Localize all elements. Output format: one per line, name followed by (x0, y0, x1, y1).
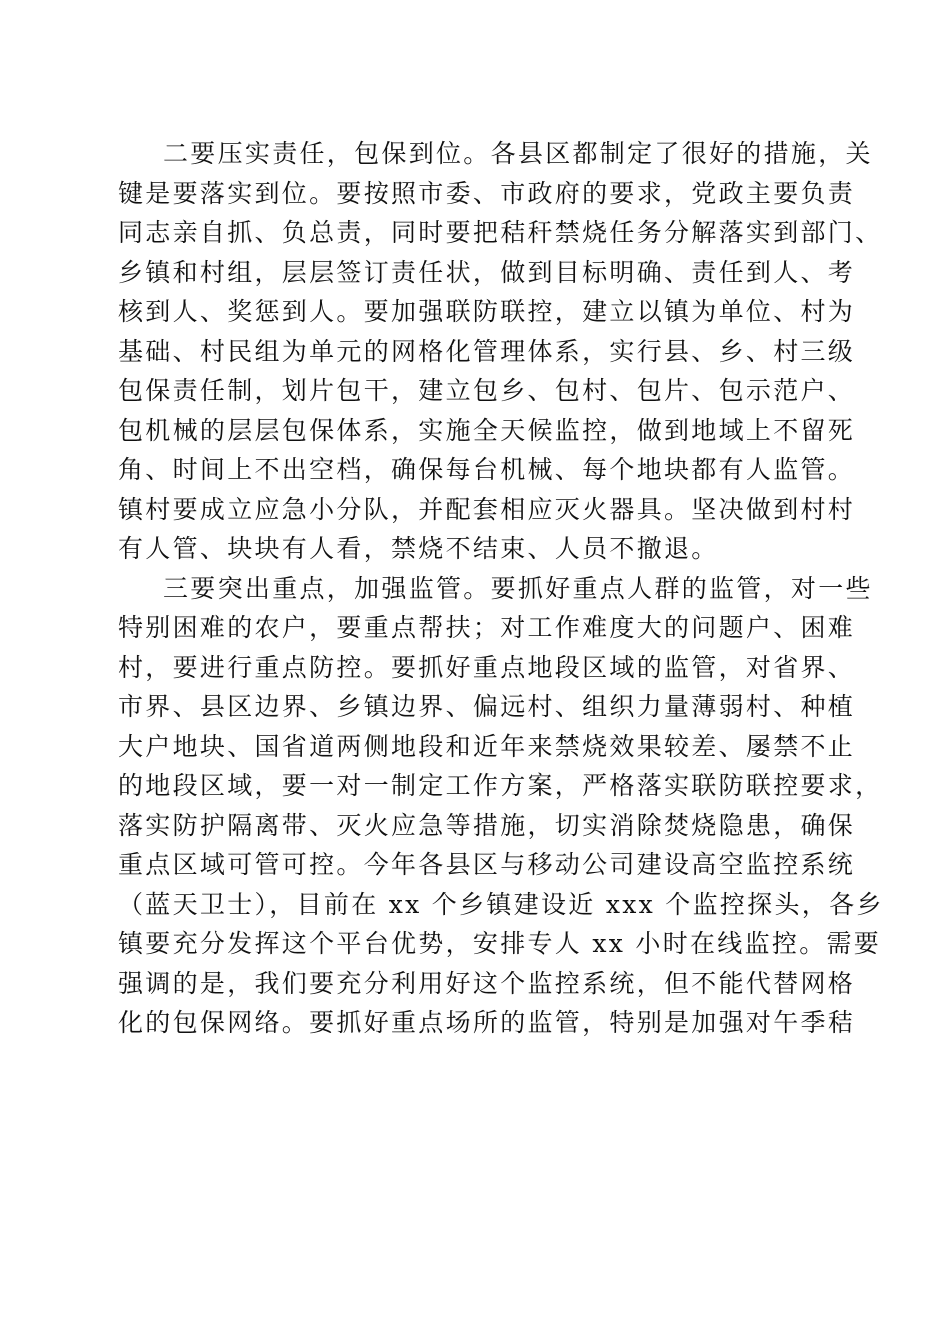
text-line: 化的包保网络。要抓好重点场所的监管，特别是加强对午季秸 (118, 1008, 856, 1037)
paragraph-supervision (118, 569, 884, 1043)
text-line: 包机械的层层包保体系，实施全天候监控，做到地域上不留死 (118, 415, 856, 445)
paragraph-responsibility (118, 134, 883, 569)
text-line: 镇要充分发挥这个平台优势，安排专人 xx 小时在线监控。需要 (118, 929, 882, 958)
text-line: 特别困难的农户，要重点帮扶；对工作难度大的问题户、困难 (118, 613, 856, 642)
text-line: 基础、村民组为单元的网格化管理体系，实行县、乡、村三级 (118, 336, 856, 366)
text-line: 角、时间上不出空档，确保每台机械、每个地块都有人监管。 (118, 455, 856, 484)
text-line: 同志亲自抓、负总责，同时要把秸秆禁烧任务分解落实到部门、 (118, 218, 883, 247)
text-line: 乡镇和村组，层层签订责任状，做到目标明确、责任到人、考 (118, 257, 856, 287)
text-line: （蓝天卫士），目前在 xx 个乡镇建设近 xxx 个监控探头，各乡 (118, 889, 884, 919)
text-line: 强调的是，我们要充分利用好这个监控系统，但不能代替网格 (118, 968, 856, 998)
text-line: 落实防护隔离带、灭火应急等措施，切实消除焚烧隐患，确保 (118, 810, 856, 840)
text-line: 三要突出重点，加强监管。要抓好重点人群的监管，对一些 (163, 573, 873, 603)
text-line: 二要压实责任，包保到位。各县区都制定了很好的措施，关 (163, 139, 873, 168)
document-body (118, 134, 884, 1043)
text-line: 有人管、块块有人看，禁烧不结束、人员不撤退。 (118, 534, 719, 563)
text-line: 核到人、奖惩到人。要加强联防联控，建立以镇为单位、村为 (118, 297, 856, 326)
text-line: 重点区域可管可控。今年各县区与移动公司建设高空监控系统 (118, 850, 856, 879)
text-line: 的地段区域，要一对一制定工作方案，严格落实联防联控要求， (118, 771, 883, 800)
text-line: 镇村要成立应急小分队，并配套相应灭火器具。坚决做到村村 (118, 494, 856, 524)
text-line: 包保责任制，划片包干，建立包乡、包村、包片、包示范户、 (118, 376, 856, 405)
text-line: 村，要进行重点防控。要抓好重点地段区域的监管，对省界、 (118, 652, 856, 682)
text-line: 市界、县区边界、乡镇边界、偏远村、组织力量薄弱村、种植 (118, 692, 856, 721)
text-line: 大户地块、国省道两侧地段和近年来禁烧效果较差、屡禁不止 (118, 731, 856, 761)
text-line: 键是要落实到位。要按照市委、市政府的要求，党政主要负责 (118, 178, 856, 208)
